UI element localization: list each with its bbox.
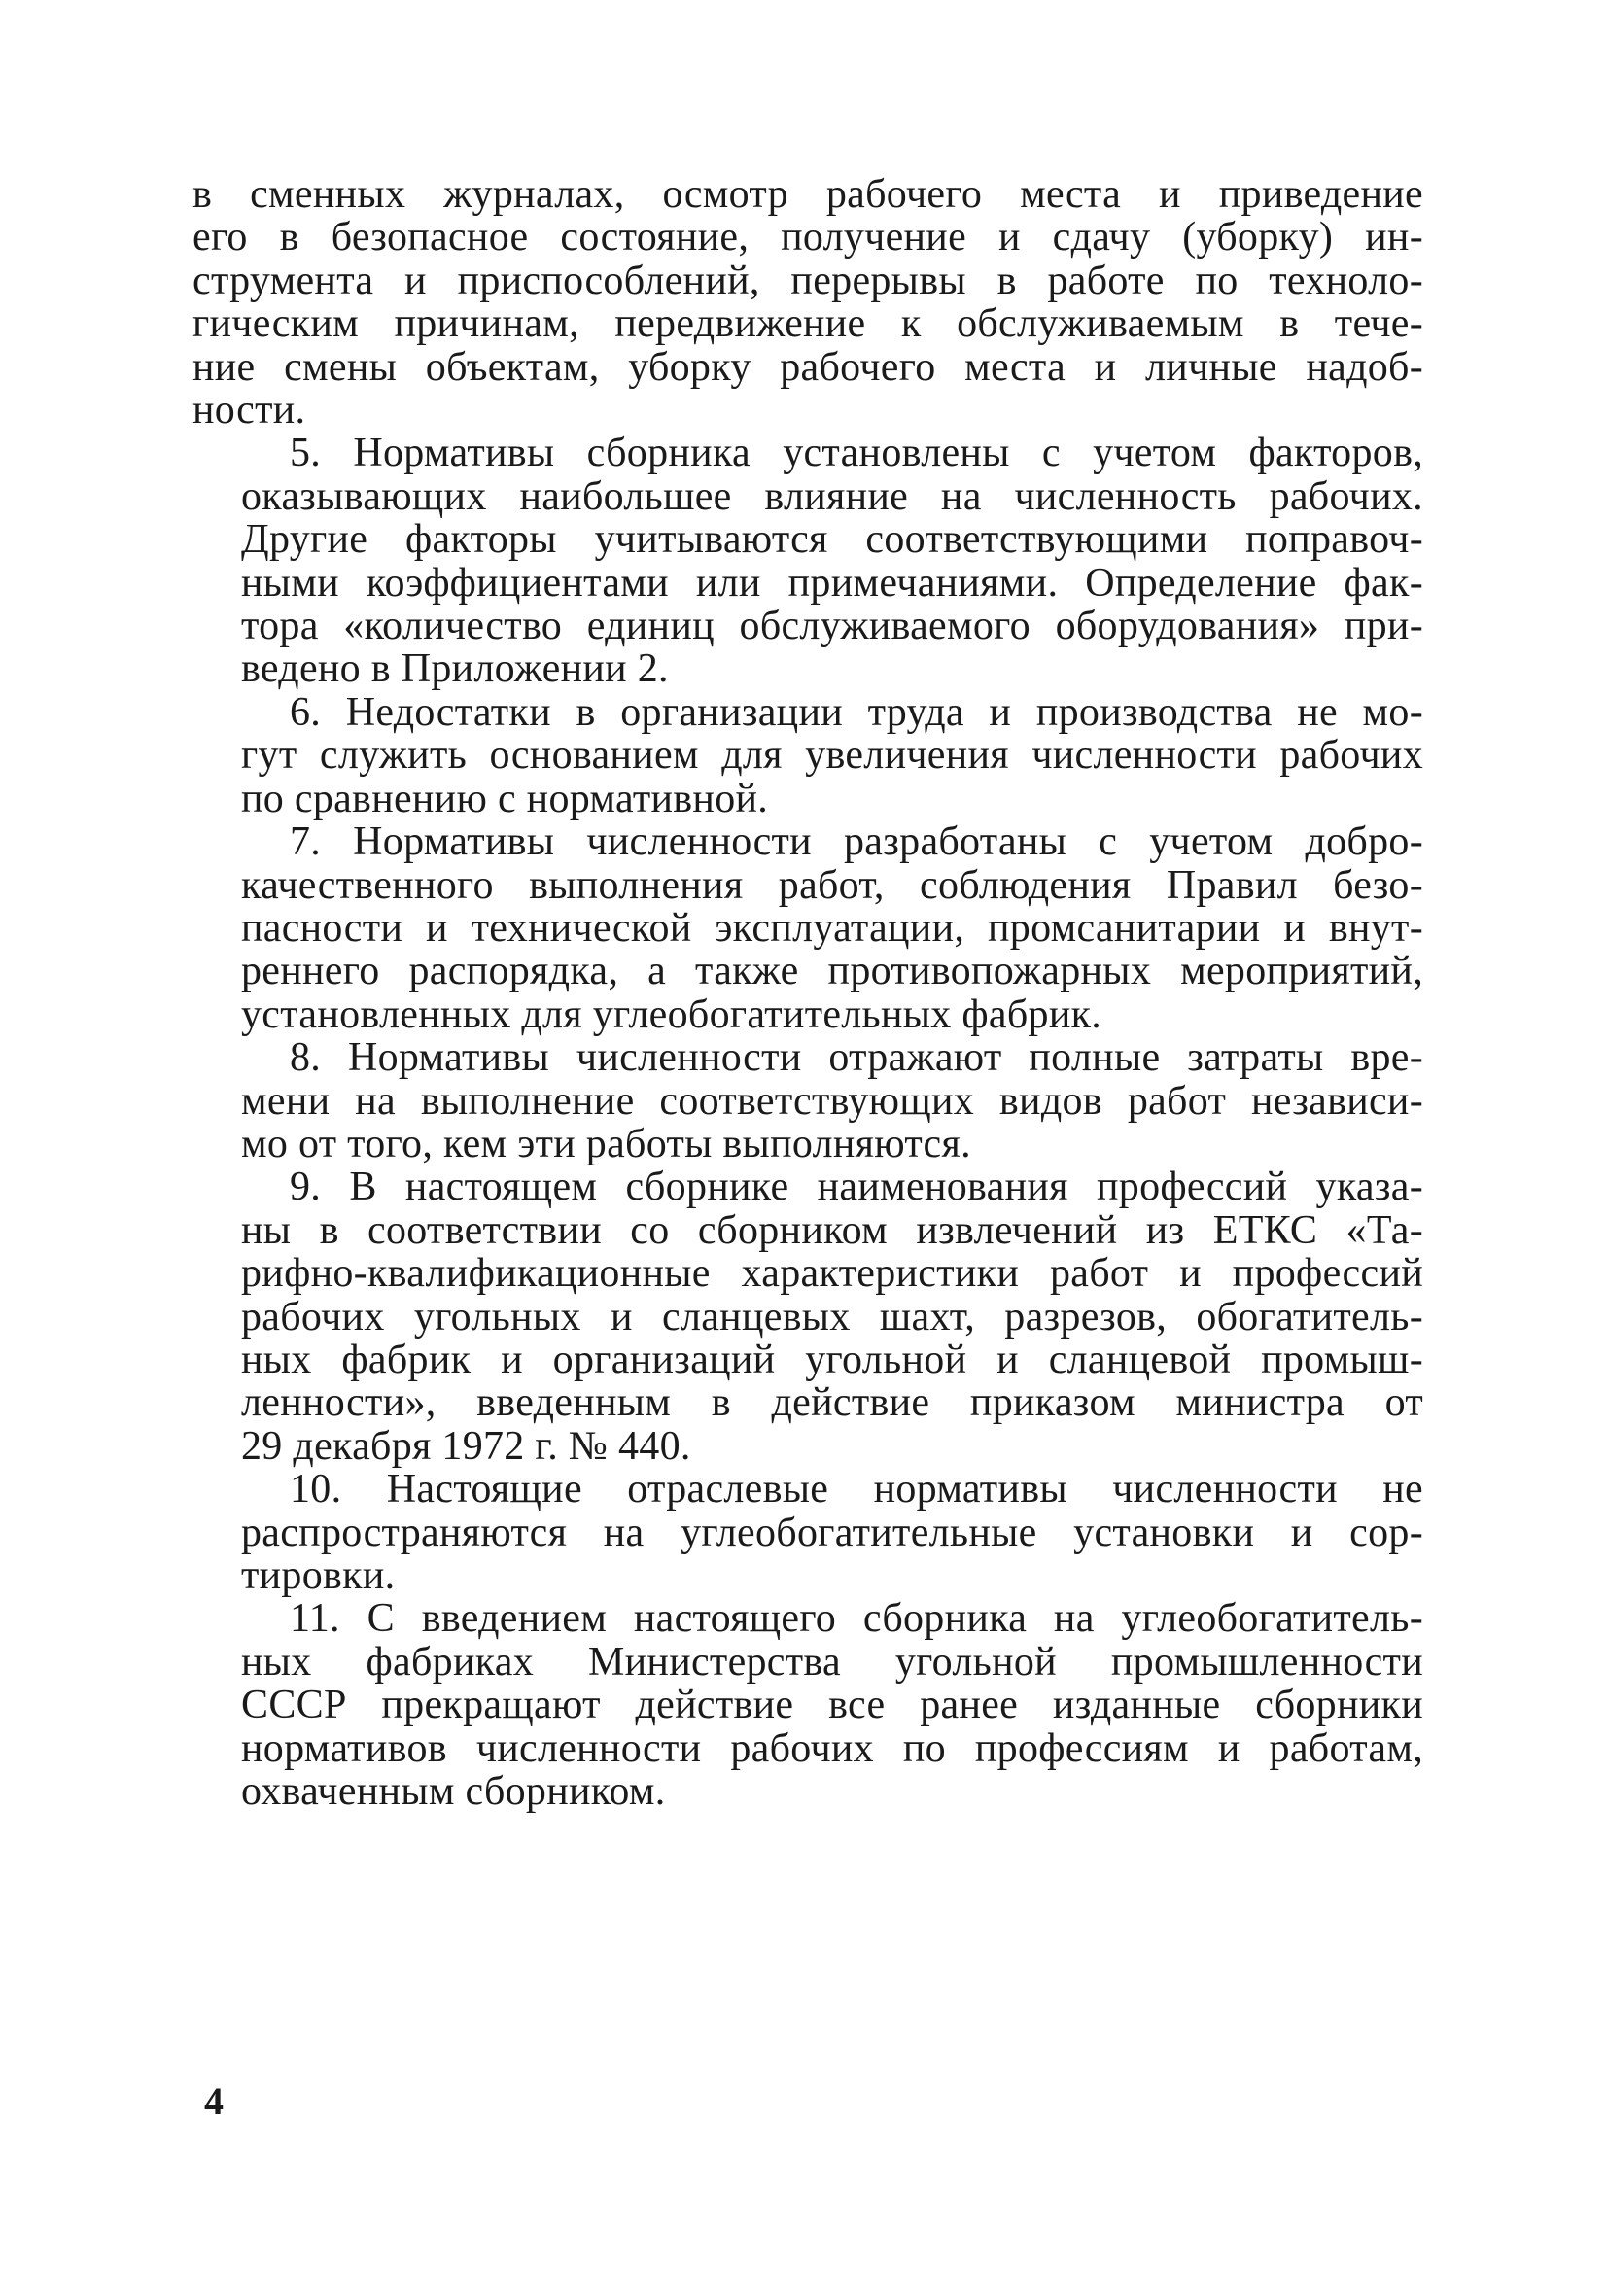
text-line: 8. Нормативы численности отражают полные затраты вре- xyxy=(290,1036,1423,1080)
text-line: 7. Нормативы численности разработаны с учетом добро- xyxy=(290,820,1423,864)
text-line: Другие факторы учитываются соответствующими поправоч- xyxy=(241,518,1423,562)
text-line: гут служить основанием для увеличения численности рабочих xyxy=(241,734,1423,778)
text-line: мени на выполнение соответствующих видов работ независи- xyxy=(241,1079,1423,1123)
text-line: 11. С введением настоящего сборника на углеобогатитель- xyxy=(290,1597,1423,1641)
text-line: охваченным сборником. xyxy=(241,1770,666,1814)
text-line: реннего распорядка, а также противопожарных мероприятий, xyxy=(241,950,1423,993)
text-line: качественного выполнения работ, соблюдения Правил безо- xyxy=(241,863,1423,907)
text-line: в сменных журналах, осмотр рабочего места и приведение xyxy=(192,173,1423,217)
text-line: 6. Недостатки в организации труда и производства не мо- xyxy=(290,690,1423,735)
paragraph-p6 xyxy=(192,691,1423,820)
text-line: его в безопасное состояние, получение и сдачу (уборку) ин- xyxy=(192,216,1423,260)
text-line: рифно-квалификационные характеристики работ и профессий xyxy=(241,1252,1423,1296)
paragraph-p11 xyxy=(192,1597,1423,1813)
text-line: ны в соответствии со сборником извлечений из ЕТКС «Та- xyxy=(241,1208,1423,1253)
text-line: мо от того, кем эти работы выполняются. xyxy=(241,1122,971,1166)
text-line: оказывающих наибольшее влияние на численность рабочих. xyxy=(241,474,1423,519)
text-line: распространяются на углеобогатительные установки и сор- xyxy=(241,1511,1423,1554)
page-number: 4 xyxy=(204,2079,224,2123)
text-line: струмента и приспособлений, перерывы в работе по техноло- xyxy=(192,259,1423,303)
body-text xyxy=(192,173,1423,1813)
text-line: 5. Нормативы сборника установлены с учетом факторов, xyxy=(290,432,1423,475)
text-line: ведено в Приложении 2. xyxy=(241,647,669,691)
text-line: ности. xyxy=(192,389,306,433)
text-line: 29 декабря 1972 г. № 440. xyxy=(241,1424,691,1469)
paragraph-p9 xyxy=(192,1165,1423,1468)
text-line: ние смены объектам, уборку рабочего места и личные надоб- xyxy=(192,345,1423,390)
text-line: ных фабриках Министерства угольной промышленности xyxy=(241,1640,1423,1685)
text-line: тировки. xyxy=(241,1554,396,1598)
text-line: 10. Настоящие отраслевые нормативы численности не xyxy=(290,1468,1423,1512)
paragraph-p10 xyxy=(192,1468,1423,1597)
text-line: СССР прекращают действие все ранее изданные сборники xyxy=(241,1684,1423,1727)
text-line: гическим причинам, передвижение к обслуживаемым в тече- xyxy=(192,302,1423,346)
text-line: ных фабрик и организаций угольной и сланцевой промыш- xyxy=(241,1338,1423,1382)
text-line: тора «количество единиц обслуживаемого оборудования» при- xyxy=(241,605,1423,648)
text-line: 9. В настоящем сборнике наименования профессий указа- xyxy=(290,1165,1423,1209)
paragraph-p7 xyxy=(192,820,1423,1036)
text-line: установленных для углеобогатительных фабрик. xyxy=(241,992,1102,1037)
text-line: нормативов численности рабочих по профессиям и работам, xyxy=(241,1726,1423,1771)
text-line: по сравнению с нормативной. xyxy=(241,777,769,821)
text-line: рабочих угольных и сланцевых шахт, разрезов, обогатитель- xyxy=(241,1295,1423,1339)
text-line: ленности», введенным в действие приказом министра от xyxy=(241,1381,1423,1425)
paragraph-p8 xyxy=(192,1036,1423,1165)
text-line: ными коэффициентами или примечаниями. Определение фак- xyxy=(241,561,1423,606)
paragraph-p5 xyxy=(192,432,1423,690)
paragraph-p4-cont xyxy=(192,173,1423,432)
text-line: пасности и технической эксплуатации, промсанитарии и внут- xyxy=(241,906,1423,951)
